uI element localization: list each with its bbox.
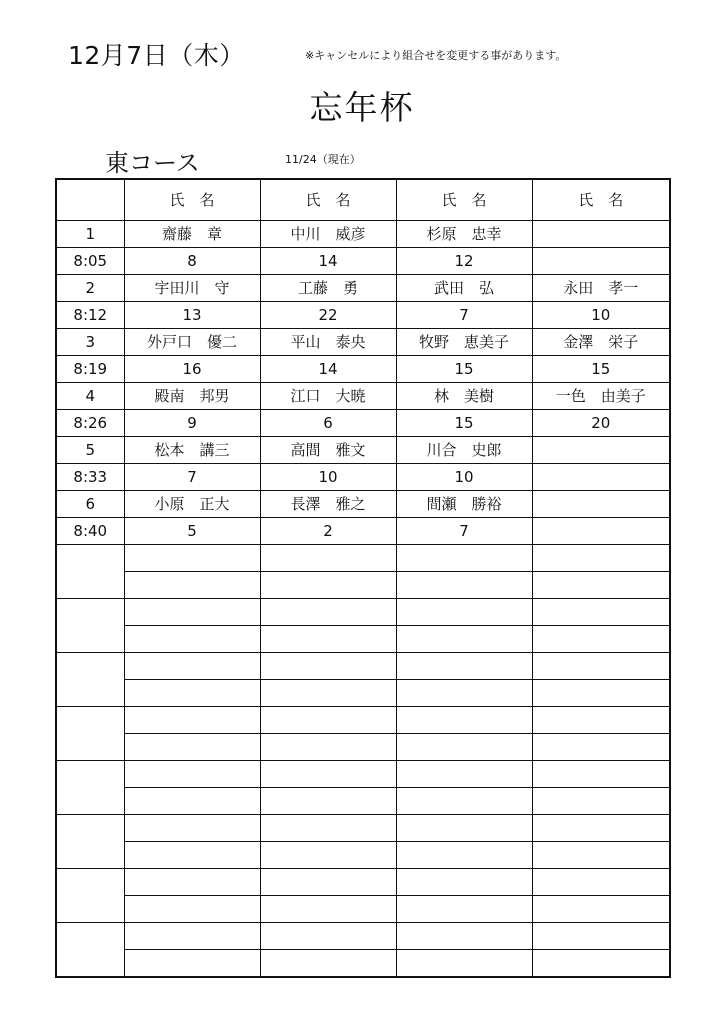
group-name-row [56,329,670,356]
player-handicap [260,680,396,707]
player-handicap [532,734,670,761]
player-handicap [260,842,396,869]
player-handicap: 14 [260,356,396,383]
tee-time: 8:05 [56,248,124,275]
group-handicap-row [56,464,670,491]
group-name-row [56,707,670,734]
player-handicap: 9 [124,410,260,437]
group-name-row [56,437,670,464]
player-handicap [260,788,396,815]
player-name: 長澤 雅之 [260,491,396,518]
player-handicap [532,518,670,545]
player-handicap: 10 [396,464,532,491]
tee-time: 8:19 [56,356,124,383]
group-number: 6 [56,491,124,518]
player-handicap: 16 [124,356,260,383]
player-name: 殿南 邦男 [124,383,260,410]
player-handicap: 10 [532,302,670,329]
group-number: 4 [56,383,124,410]
player-handicap: 15 [396,410,532,437]
cancellation-note: ※キャンセルにより組合せを変更する事があります。 [305,49,567,62]
player-name [396,545,532,572]
player-name: 工藤 勇 [260,275,396,302]
tee-time: 8:40 [56,518,124,545]
player-handicap: 10 [260,464,396,491]
player-name [260,545,396,572]
group-handicap-row [56,896,670,923]
player-name [396,815,532,842]
player-name: 小原 正大 [124,491,260,518]
player-handicap [124,626,260,653]
player-name [260,815,396,842]
player-handicap [532,680,670,707]
player-handicap [124,734,260,761]
group-number [56,545,124,599]
group-name-row [56,869,670,896]
player-handicap [532,626,670,653]
group-handicap-row [56,734,670,761]
pairings-table [55,178,671,978]
player-handicap [532,572,670,599]
player-handicap: 5 [124,518,260,545]
player-handicap [396,896,532,923]
player-handicap [260,572,396,599]
player-handicap: 22 [260,302,396,329]
player-handicap [260,626,396,653]
group-name-row [56,653,670,680]
group-name-row [56,221,670,248]
player-name [124,599,260,626]
player-handicap [260,950,396,978]
player-handicap: 13 [124,302,260,329]
player-handicap [532,464,670,491]
player-name [532,221,670,248]
player-handicap [532,788,670,815]
player-handicap [532,896,670,923]
player-name: 中川 威彦 [260,221,396,248]
player-name: 高間 雅文 [260,437,396,464]
player-name: 牧野 恵美子 [396,329,532,356]
player-name: 林 美樹 [396,383,532,410]
player-name: 外戸口 優二 [124,329,260,356]
as-of-date: 11/24（現在） [285,153,361,166]
player-name [124,815,260,842]
player-name [396,761,532,788]
group-number: 3 [56,329,124,356]
group-name-row [56,815,670,842]
player-name [260,869,396,896]
group-handicap-row [56,788,670,815]
player-handicap [396,842,532,869]
player-handicap: 7 [124,464,260,491]
group-name-row [56,599,670,626]
player-name [124,653,260,680]
group-handicap-row [56,248,670,275]
player-name [532,545,670,572]
player-handicap: 2 [260,518,396,545]
group-handicap-row [56,518,670,545]
group-handicap-row [56,950,670,978]
player-handicap [532,842,670,869]
player-name [532,761,670,788]
player-handicap: 15 [396,356,532,383]
player-name [396,653,532,680]
player-name: 一色 由美子 [532,383,670,410]
group-number [56,599,124,653]
player-name: 永田 孝一 [532,275,670,302]
player-handicap: 6 [260,410,396,437]
group-number [56,923,124,978]
player-name [124,923,260,950]
group-handicap-row [56,842,670,869]
group-number [56,869,124,923]
player-handicap [396,680,532,707]
group-number [56,761,124,815]
name-header: 氏 名 [124,179,260,221]
player-name: 平山 泰央 [260,329,396,356]
group-number: 1 [56,221,124,248]
player-name [532,653,670,680]
group-name-row [56,383,670,410]
player-handicap [260,734,396,761]
player-handicap [396,788,532,815]
player-handicap [124,788,260,815]
player-name [124,761,260,788]
player-name [396,707,532,734]
player-name [260,923,396,950]
group-handicap-row [56,680,670,707]
page-title: 忘年杯 [309,88,415,127]
tee-time: 8:26 [56,410,124,437]
player-name [260,707,396,734]
name-header: 氏 名 [532,179,670,221]
player-name [260,599,396,626]
group-number: 5 [56,437,124,464]
player-handicap [124,680,260,707]
header-row [56,179,670,221]
player-name [124,869,260,896]
player-handicap: 7 [396,302,532,329]
group-name-row [56,545,670,572]
player-handicap [396,734,532,761]
player-name [532,923,670,950]
player-handicap [124,950,260,978]
group-name-row [56,761,670,788]
group-name-row [56,491,670,518]
group-handicap-row [56,356,670,383]
player-handicap [396,950,532,978]
player-handicap [260,896,396,923]
player-name: 宇田川 守 [124,275,260,302]
group-handicap-row [56,626,670,653]
player-handicap [396,572,532,599]
group-number [56,707,124,761]
player-name: 川合 史郎 [396,437,532,464]
player-name: 間瀬 勝裕 [396,491,532,518]
player-name [260,653,396,680]
player-name: 武田 弘 [396,275,532,302]
group-number [56,653,124,707]
player-handicap: 7 [396,518,532,545]
tee-time: 8:33 [56,464,124,491]
player-name [124,707,260,734]
player-name: 江口 大暁 [260,383,396,410]
player-handicap: 15 [532,356,670,383]
name-header: 氏 名 [260,179,396,221]
group-name-row [56,923,670,950]
player-handicap [124,572,260,599]
player-name [396,869,532,896]
player-name: 杉原 忠幸 [396,221,532,248]
player-name [532,599,670,626]
player-handicap: 14 [260,248,396,275]
player-handicap: 12 [396,248,532,275]
player-name [260,761,396,788]
player-handicap [124,896,260,923]
player-name [532,869,670,896]
player-handicap [532,248,670,275]
player-name [532,707,670,734]
group-handicap-row [56,572,670,599]
player-name [532,491,670,518]
tee-time: 8:12 [56,302,124,329]
event-date: 12月7日（木） [68,41,245,70]
group-number: 2 [56,275,124,302]
group-handicap-row [56,302,670,329]
course-name: 東コース [105,149,200,177]
player-name [532,437,670,464]
group-header [56,179,124,221]
player-name [396,599,532,626]
group-name-row [56,275,670,302]
group-number [56,815,124,869]
player-name [532,815,670,842]
group-handicap-row [56,410,670,437]
player-name: 金澤 栄子 [532,329,670,356]
player-name [124,545,260,572]
player-handicap [532,950,670,978]
player-name [396,923,532,950]
name-header: 氏 名 [396,179,532,221]
player-handicap: 8 [124,248,260,275]
player-handicap [396,626,532,653]
player-handicap [124,842,260,869]
player-handicap: 20 [532,410,670,437]
player-name: 松本 講三 [124,437,260,464]
player-name: 齋藤 章 [124,221,260,248]
